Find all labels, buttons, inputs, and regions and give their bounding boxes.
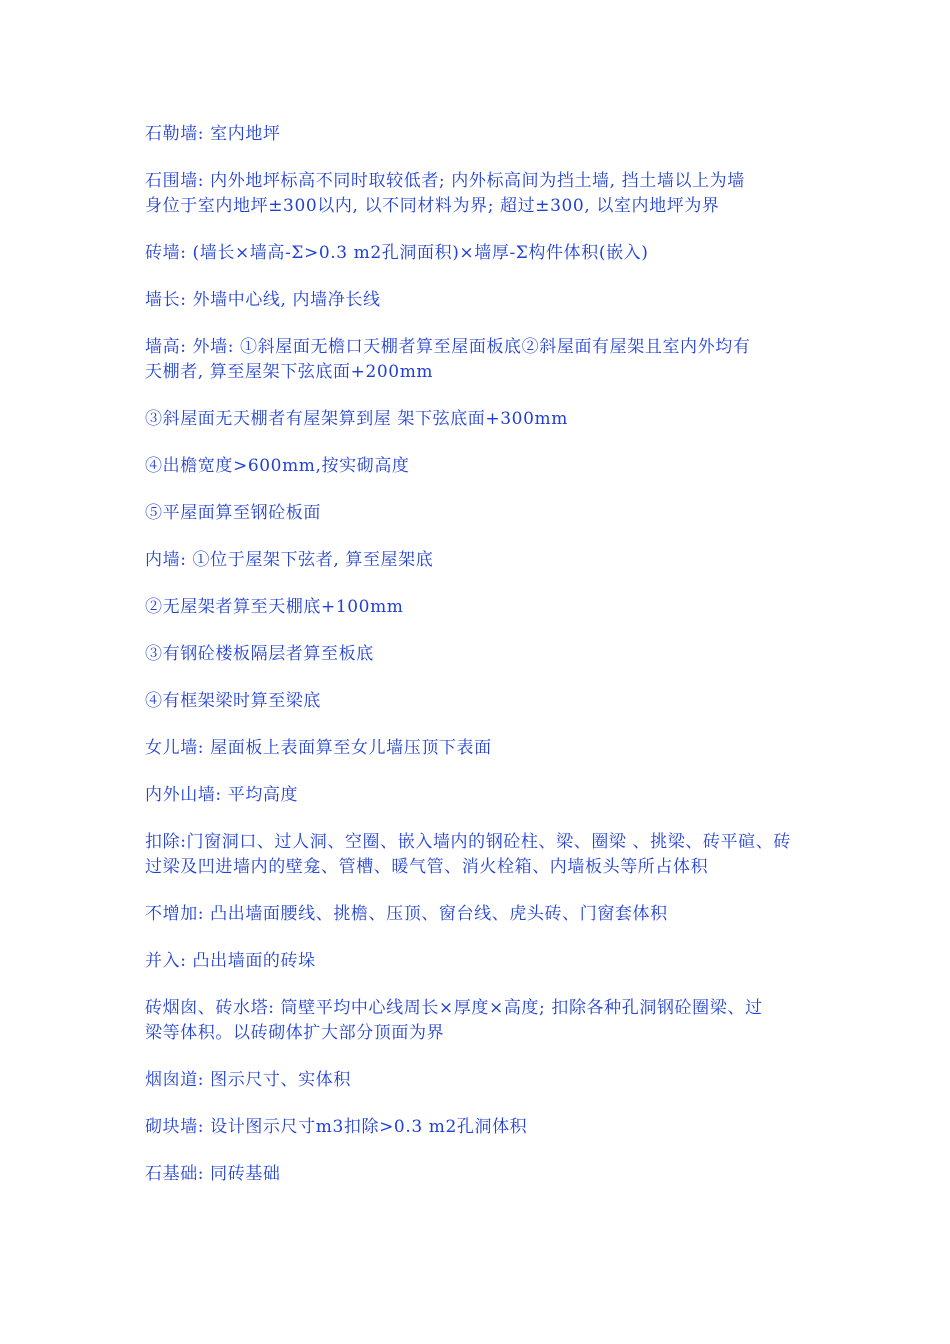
text-line: ④有框架梁时算至梁底 [145, 691, 321, 711]
text-line: 烟囱道: 图示尺寸、实体积 [145, 1070, 351, 1090]
text-paragraph [145, 1068, 813, 1093]
text-line: 内外山墙: 平均高度 [145, 785, 299, 805]
text-line: 女儿墙: 屋面板上表面算至女儿墙压顶下表面 [145, 738, 492, 758]
text-paragraph [145, 902, 813, 927]
text-paragraph [145, 1115, 813, 1140]
text-line: 内墙: ①位于屋架下弦者, 算至屋架底 [145, 550, 434, 570]
text-line: 墙高: 外墙: ①斜屋面无檐口天棚者算至屋面板底②斜屋面有屋架且室内外均有 [145, 337, 751, 357]
text-line: ②无屋架者算至天棚底+100mm [145, 597, 404, 617]
text-paragraph [145, 830, 813, 880]
text-line: 砖墙: (墙长×墙高-Σ>0.3 m2孔洞面积)×墙厚-Σ构件体积(嵌入) [145, 243, 649, 263]
text-line: 身位于室内地坪±300以内, 以不同材料为界; 超过±300, 以室内地坪为界 [145, 196, 720, 216]
text-paragraph [145, 122, 813, 147]
text-paragraph [145, 454, 813, 479]
text-line: 梁等体积。以砖砌体扩大部分顶面为界 [145, 1023, 445, 1043]
text-paragraph [145, 736, 813, 761]
text-paragraph [145, 169, 813, 219]
text-line: 过梁及凹进墙内的壁龛、管槽、暖气管、消火栓箱、内墙板头等所占体积 [145, 857, 709, 877]
text-paragraph [145, 241, 813, 266]
text-paragraph [145, 642, 813, 667]
text-paragraph [145, 335, 813, 385]
text-line: ③有钢砼楼板隔层者算至板底 [145, 644, 374, 664]
text-paragraph [145, 501, 813, 526]
text-paragraph [145, 689, 813, 714]
text-paragraph [145, 996, 813, 1046]
text-line: 石围墙: 内外地坪标高不同时取较低者; 内外标高间为挡土墙, 挡土墙以上为墙 [145, 171, 745, 191]
text-line: 墙长: 外墙中心线, 内墙净长线 [145, 290, 381, 310]
text-line: 天棚者, 算至屋架下弦底面+200mm [145, 362, 434, 382]
text-paragraph [145, 949, 813, 974]
text-line: 石基础: 同砖基础 [145, 1164, 281, 1184]
text-line: ③斜屋面无天棚者有屋架算到屋 架下弦底面+300mm [145, 409, 568, 429]
text-line: ⑤平屋面算至钢砼板面 [145, 503, 321, 523]
text-paragraph [145, 783, 813, 808]
text-paragraph [145, 1162, 813, 1187]
text-line: 砖烟囱、砖水塔: 筒壁平均中心线周长×厚度×高度; 扣除各种孔洞钢砼圈梁、过 [145, 998, 763, 1018]
text-paragraph [145, 595, 813, 620]
text-paragraph [145, 548, 813, 573]
text-line: 砌块墙: 设计图示尺寸m3扣除>0.3 m2孔洞体积 [145, 1117, 528, 1137]
text-line: 并入: 凸出墙面的砖垛 [145, 951, 316, 971]
text-paragraph [145, 288, 813, 313]
text-line: 石勒墙: 室内地坪 [145, 124, 281, 144]
text-line: 不增加: 凸出墙面腰线、挑檐、压顶、窗台线、虎头砖、门窗套体积 [145, 904, 668, 924]
text-line: 扣除:门窗洞口、过人洞、空圈、嵌入墙内的钢砼柱、梁、圈梁 、挑梁、砖平碹、砖 [145, 832, 791, 852]
text-paragraph [145, 407, 813, 432]
text-line: ④出檐宽度>600mm,按实砌高度 [145, 456, 410, 476]
document-body [145, 122, 813, 1209]
